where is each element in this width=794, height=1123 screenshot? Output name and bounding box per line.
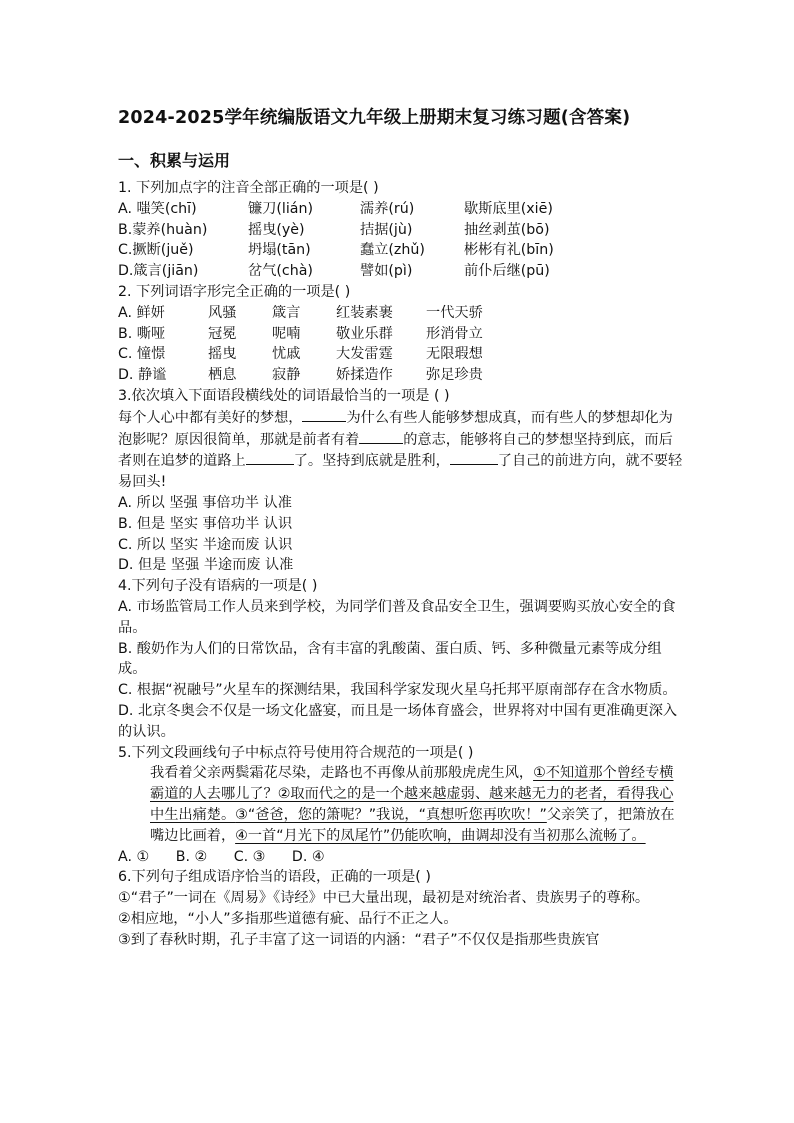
section-heading: 一、积累与运用 [118,151,231,170]
question-body [118,178,684,950]
answer-blank [450,450,498,465]
question-1-stem: 1. 下列加点字的注音全部正确的一项是( ) [118,180,379,196]
q1-c-2: 坍塌(tān) [248,242,311,259]
q4-option-b: B. 酸奶作为人们的日常饮品，含有丰富的乳酸菌、蛋白质、钙、多种微量元素等成分组成。 [118,640,662,678]
q6-sentence-2: ②相应地，“小人”多指那些道德有疵、品行不正之人。 [118,910,458,927]
q2-c-5: 无限瑕想 [426,346,483,363]
question-3-stem: 3.依次填入下面语段横线处的词语最恰当的一项是 ( ) [118,387,450,404]
question-5-passage [118,763,684,846]
q2-d-1: D. 静谧 [118,367,167,384]
q1-c-3: 蠢立(zhǔ) [360,242,425,259]
q2-d-5: 弥足珍贵 [426,367,483,384]
q5-options [118,847,684,868]
q2-b-5: 形消骨立 [426,325,483,342]
question-2-row-d [118,365,684,386]
q1-b-4: 抽丝剥茧(bō) [464,221,550,238]
q5-option-b: B. ② [175,848,208,865]
q6-sentence-3: ③到了春秋时期，孔子丰富了这一词语的内涵：“君子”不仅仅是指那些贵族官 [118,931,600,948]
question-6-stem: 6.下列句子组成语序恰当的语段，正确的一项是( ) [118,869,431,886]
answer-blank [246,450,294,465]
q4-option-c: C. 根据“祝融号”火星车的探测结果，我国科学家发现火星乌托邦平原南部存在含水物质。 [118,682,677,699]
q3-option-a: A. 所以 坚强 事倍功半 认准 [118,494,292,511]
question-2-row-b [118,324,684,345]
q3-text-3: 的意志，能够将自己的梦想坚持到底，而后者则在追梦的道路上 [118,431,673,470]
q1-b-1: B.蒙养(huàn) [118,221,208,238]
q5-option-a: A. ① [118,848,150,865]
question-1-row-c [118,240,684,261]
q1-a-3: 濡养(rú) [360,200,415,217]
q2-b-4: 敬业乐群 [336,325,393,342]
q3-option-c: C. 所以 坚实 半途而废 认识 [118,536,293,553]
page-title: 2024-2025学年统编版语文九年级上册期末复习练习题(含答案) [118,108,631,128]
q2-c-3: 忧戚 [272,346,301,363]
q3-text-4: 了。坚持到底就是胜利， [293,453,450,470]
question-1-row-d [118,261,684,282]
q1-b-3: 拮据(jù) [360,221,413,238]
underlined-sentence-1: ①不知道那个曾经专横霸道的人去哪儿了？ [150,765,674,803]
q1-d-2: 岔气(chà) [248,263,313,280]
q2-c-2: 摇曳 [208,346,237,363]
q5-text-2: 父亲笑了，把箫放在嘴边比画着， [150,806,675,844]
question-3-passage [118,407,684,493]
answer-blank [359,429,403,444]
underlined-sentence-4: ④一首“月光下的凤尾竹”仍能吹响，曲调却没有当初那么流畅了。 [235,827,646,844]
q2-a-2: 风骚 [208,304,237,321]
q2-b-1: B. 嘶哑 [118,325,166,342]
q1-a-2: 镰刀(lián) [248,200,314,217]
q3-text-1: 每个人心中都有美好的梦想， [118,409,303,426]
q2-c-4: 大发雷霆 [336,346,393,363]
answer-blank [302,407,346,422]
q4-option-d: D. 北京冬奥会不仅是一场文化盛宴，而且是一场体育盛会，世界将对中国有更准确更深入的认识。 [118,702,678,740]
q1-d-3: 譬如(pì) [360,263,413,280]
q2-a-4: 红装素裹 [336,304,393,321]
q5-text-1: 我看着父亲两鬓霜花尽染，走路也不再像从前那般虎虎生风， [150,765,534,782]
q2-d-3: 寂静 [272,367,301,384]
q6-sentence-1: ①“君子”一词在《周易》《诗经》中已大量出现，最初是对统治者、贵族男子的尊称。 [118,890,650,907]
underlined-sentence-3: ③“爸爸，您的箫呢？”我说，“真想听您再吹吹！” [235,806,547,823]
q2-b-3: 呢喃 [272,325,301,342]
q2-a-3: 箴言 [272,304,301,321]
q1-c-4: 彬彬有礼(bīn) [464,242,554,259]
q1-a-1: A. 嗤笑(chī) [118,200,197,217]
q4-option-a: A. 市场监管局工作人员来到学校，为同学们普及食品安全卫生，强调要购买放心安全的食品。 [118,598,676,636]
question-2-row-c [118,344,684,365]
q1-c-1: C.撅断(juě) [118,242,194,259]
q2-a-5: 一代天骄 [426,304,483,321]
question-2-row-a [118,303,684,324]
q2-b-2: 冠冕 [208,325,237,342]
question-2-stem: 2. 下列词语字形完全正确的一项是( ) [118,283,351,300]
q2-a-1: A. 鲜妍 [118,304,165,321]
q3-text-5: 了自己的前进方向，就不要轻易回头! [118,453,683,491]
question-1-row-b [118,220,684,241]
question-5-stem: 5.下列文段画线句子中标点符号使用符合规范的一项是( ) [118,744,474,761]
q2-c-1: C. 憧憬 [118,346,166,363]
question-4-stem: 4.下列句子没有语病的一项是( ) [118,578,318,595]
question-1-row-a [118,199,684,220]
q1-b-2: 摇曳(yè) [248,221,305,238]
q2-d-2: 栖息 [208,367,237,384]
q3-option-d: D. 但是 坚强 半途而废 认准 [118,557,294,574]
underlined-sentence-2: ②取而代之的是一个越来越虚弱、越来越无力的老者，看得我心中生出痛楚。 [150,786,674,823]
q1-d-4: 前仆后继(pū) [464,263,550,280]
q3-option-b: B. 但是 坚实 事倍功半 认识 [118,515,293,532]
q1-d-1: D.箴言(jiān) [118,263,199,280]
q3-text-2: 为什么有些人能够梦想成真，而有些人的梦想却化为泡影呢？原因很简单，那就是前者有着 [118,409,673,448]
q1-a-4: 歇斯底里(xiē) [464,200,553,217]
q5-option-d: D. ④ [291,848,325,865]
q5-option-c: C. ③ [233,848,266,865]
q2-d-4: 娇揉造作 [336,367,393,384]
